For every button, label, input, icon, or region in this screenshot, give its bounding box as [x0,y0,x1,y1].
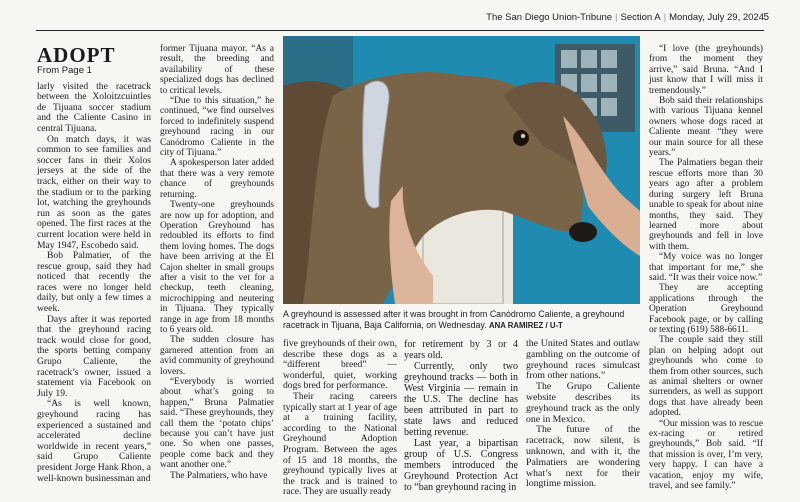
issue-date: Monday, July 29, 2024 [669,12,764,23]
greyhound-photo [283,36,640,304]
article-headline: ADOPT [37,43,116,67]
paragraph: They are accepting applications through the Operation Greyhound Facebook page, or by calling or texting (619) 588-6611. [649,283,763,335]
publication-name: The San Diego Union-Tribune [486,12,613,23]
article-column-6 [649,44,763,491]
paragraph: “As is well known, greyhound racing has experienced a sustained and accelerated decline worldwide in recent years,” said Grupo Caliente president Jorge Hank Rhon, a well-known businessman and [37,398,151,484]
paragraph: The Grupo Caliente website describes its greyhound track as the only one in Mexico. [526,381,640,425]
paragraph: Last year, a bipartisan group of U.S. Congress members introduced the Greyhound Protection Act to “ban greyhound racing in [404,438,518,493]
paragraph: five greyhounds of their own, describe these dogs as a “different breed” — wonderful, quiet, working dogs bred for performance. [283,338,397,392]
paragraph: Days after it was reported that the greyhound racing track would close for good, the sports betting company Grupo Caliente, the racetrack’s owner, issued a statement via Facebook on July 19. [37,313,151,399]
paragraph: The couple said they still plan on helping adopt out greyhounds who come to them from other sources, such as animal shelters or owner surrenders, as well as support dogs that have already been adopted. [649,335,763,419]
paragraph: “Our mission was to rescue ex-racing or retired greyhounds,” Bob said. “If that mission is over, I’m very, very happy. I can have a vacation, enjoy my wife, travel, and see family.” [649,418,763,492]
paragraph: “My voice was no longer that important for me,” she said. “It was their voice now.” [649,252,763,283]
paragraph: former Tijuana mayor. “As a result, the breeding and availability of these specialized dogs has declined to critical levels. [160,44,274,96]
photo-caption [283,309,640,331]
paragraph: Their racing careers typically start at 1 year of age at a training facility, according to the National Greyhound Adoption Program. Between the ages of 15 and 18 months, the greyhound typically lives at the track and is trained to race. They are usually ready [283,390,398,498]
greyhound-illustration [283,36,640,304]
paragraph: The Palmatiers began their rescue efforts more than 30 years ago after a problem during surgery left Bruna unable to speak for about nine months, they said. They learned more about greyhounds and fell in love with them. [649,158,763,252]
photo-credit: ANA RAMIREZ / U-T [489,321,563,330]
paragraph: On match days, it was common to see families and soccer fans in their Xolos jerseys at the side of the track, either on their way to the stadium or to the parking lot, watching the greyhounds run as soon as the gates opened. The first races at the current location were held in May 1947, Escobedo said. [37,133,151,251]
paragraph: the United States and outlaw gambling on the outcome of greyhound races simulcast from other nations.” [526,338,640,382]
paragraph: The sudden closure has garnered attention from an avid community of greyhound lovers. [160,335,274,377]
section-label: Section A [620,12,661,23]
paragraph: “I love (the greyhounds) from the moment they arrive,” said Bruna. “And I just know that I will miss it tremendously.” [649,44,763,96]
paragraph: “Everybody is worried about what’s going to happen,” Bruna Palmatier said. “These greyhounds, they call them the ‘potato chips’ because you can’t have just one. So when one passes, people come back and they want another one.” [160,377,274,471]
page-number: 5 [763,12,769,23]
article-column-2 [160,44,274,481]
jump-line: From Page 1 [37,65,92,76]
paragraph: Bob said their relationships with various Tijuana kennel owners whose dogs raced at Caliente meant “they were our main source for all these years.” [649,96,763,159]
paragraph: Twenty-one greyhounds are now up for adoption, and Operation Greyhound has redoubled its efforts to find them loving homes. The dogs have been arriving at the El Cajon shelter in small groups after a visit to the vet for a checkup, teeth cleaning, microchipping and neutering in Tijuana. They typically range in age from 18 months to 6 years old. [160,200,274,335]
masthead-rule [36,30,764,31]
article-column-5 [526,339,640,490]
caption-text: A greyhound is assessed after it was brought in from Canódromo Caliente, a greyhound racetrack in Tijuana, Baja California, on Wednesday. [283,309,625,330]
paragraph: larly visited the racetrack between the Xoloitzcuintles de Tijuana soccer stadium and the Caliente Casino in central Tijuana. [37,80,151,134]
article-column-1 [37,44,151,484]
paragraph: Currently, only two greyhound tracks — both in West Virginia — remain in the U.S. The decline has been attributed in part to state laws and reduced betting revenue. [404,361,518,438]
paragraph: The future of the racetrack, now silent, is unknown, and with it, the Palmatiers are wondering what’s next for their longtime mission. [526,424,640,490]
paragraph: A spokesperson later added that there was a very remote chance of greyhounds returning. [160,158,274,200]
paragraph: for retirement by 3 or 4 years old. [404,339,518,361]
page-masthead: The San Diego Union-Tribune | Section A | Monday, July 29, 2024 5 [486,12,769,23]
paragraph: The Palmatiers, who have [170,470,268,481]
paragraph: Bob Palmatier, of the rescue group, said they had noticed that recently the races were no longer held daily, but only a few times a week. [37,250,151,315]
article-column-4 [404,339,518,493]
paragraph: “Due to this situation,” he continued, “we find ourselves forced to indefinitely suspend greyhound racing in our Canódromo Caliente in the city of Tijuana.” [160,96,274,159]
article-column-3 [283,339,397,498]
